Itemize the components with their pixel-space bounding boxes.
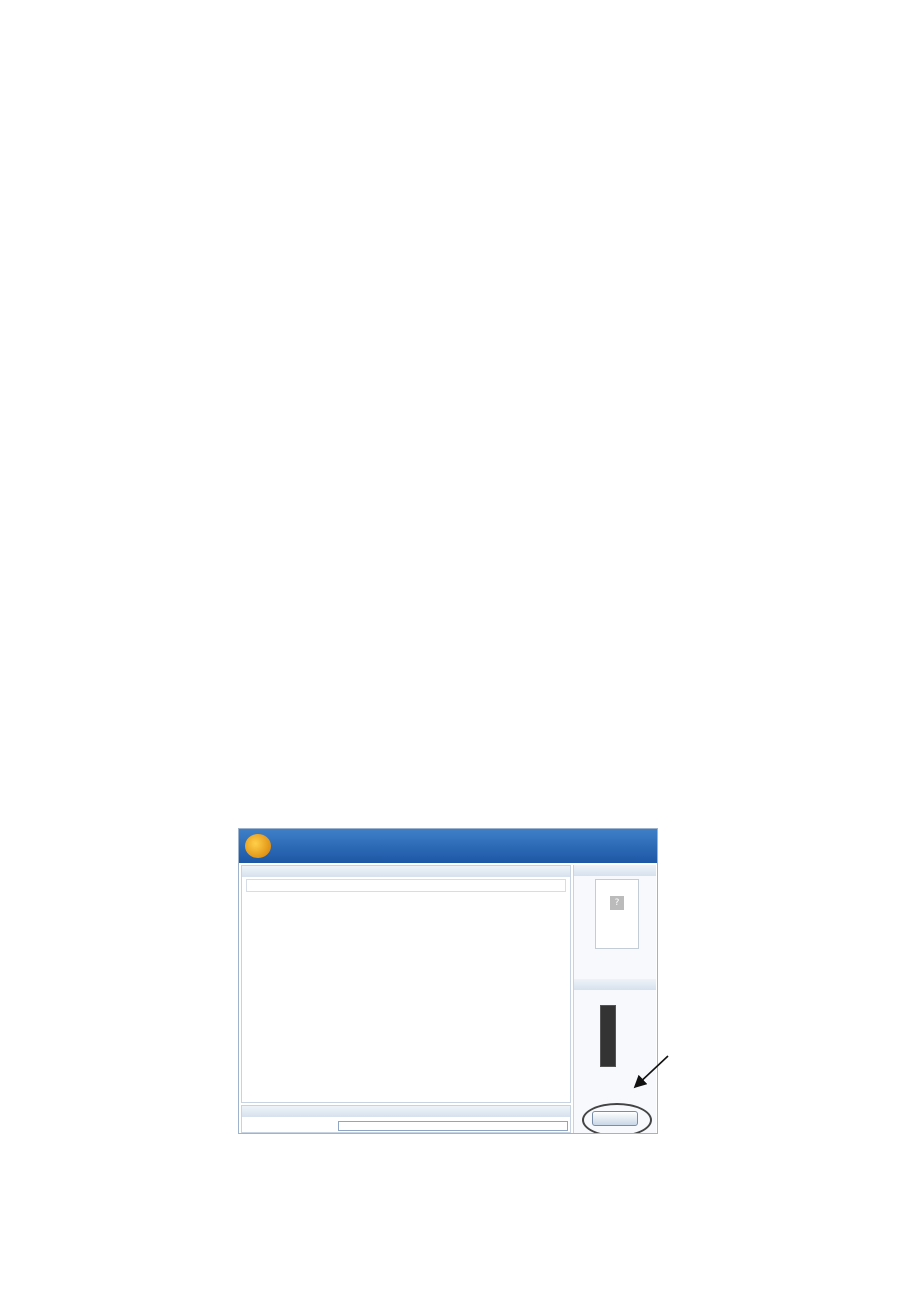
- image-placeholder-icon: ?: [610, 896, 624, 910]
